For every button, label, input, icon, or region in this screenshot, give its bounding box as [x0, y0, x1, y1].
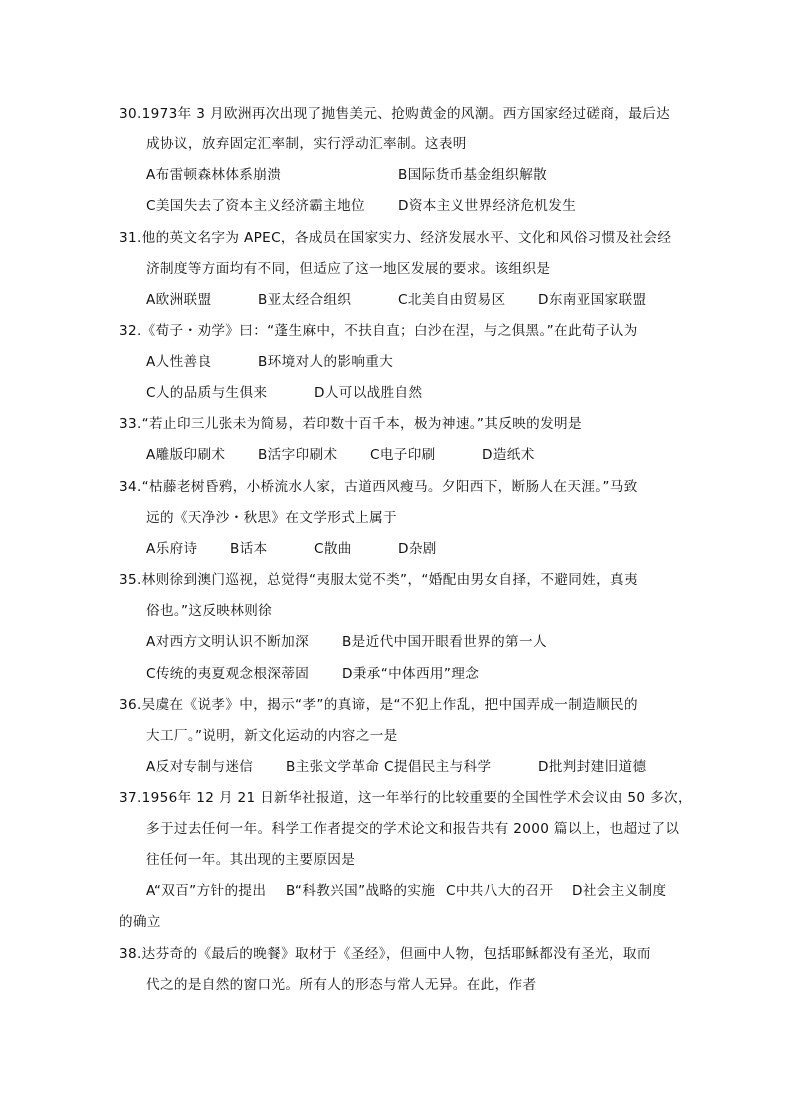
- question-31-option-c: C北美自由贸易区: [398, 292, 506, 308]
- question-35-option-a: A对西方文明认识不断加深: [146, 634, 310, 650]
- question-37-stem-line-1: 37.1956年 12 月 21 日新华社报道，这一年举行的比较重要的全国性学术会议由 50 多次，: [119, 790, 692, 806]
- question-36-option-a: A反对专制与迷信: [146, 759, 254, 775]
- question-36-option-b: B主张文学革命: [286, 759, 380, 775]
- question-34-option-c: C散曲: [314, 541, 352, 557]
- question-35-option-d: D秉承“中体西用”理念: [342, 666, 480, 682]
- question-30-option-c: C美国失去了资本主义经济霸主地位: [146, 198, 365, 214]
- question-31-option-b: B亚太经合组织: [258, 292, 352, 308]
- question-35-stem-line-1: 35.林则徐到澳门巡视，总觉得“夷服太觉不类”，“婚配由男女自择，不避同姓，真夷: [119, 572, 638, 588]
- question-31-option-d: D东南亚国家联盟: [538, 292, 647, 308]
- question-36-option-c: C提倡民主与科学: [384, 759, 492, 775]
- question-33-option-a: A雕版印刷术: [146, 447, 226, 463]
- question-37-stem-line-2: 多于过去任何一年。科学工作者提交的学术论文和报告共有 2000 篇以上，也超过了以: [146, 821, 680, 837]
- question-37-option-b: B“科教兴国”战略的实施: [286, 883, 436, 899]
- question-37-stem-line-3: 往任何一年。其出现的主要原因是: [146, 852, 356, 868]
- question-37-option-d: D社会主义制度: [572, 883, 667, 899]
- question-36-stem-line-2: 大工厂。”说明，新文化运动的内容之一是: [146, 728, 398, 744]
- question-34-option-d: D杂剧: [398, 541, 437, 557]
- question-35-option-b: B是近代中国开眼看世界的第一人: [342, 634, 547, 650]
- question-36-stem-line-1: 36.吴虞在《说孝》中，揭示“孝”的真谛，是“不犯上作乱，把中国弄成一制造顺民的: [119, 697, 638, 713]
- question-33-stem-line-1: 33.“若止印三儿张未为简易，若印数十百千本，极为神速。”其反映的发明是: [119, 416, 582, 432]
- question-33-option-d: D造纸术: [482, 447, 535, 463]
- question-31-stem-line-2: 济制度等方面均有不同，但适应了这一地区发展的要求。该组织是: [146, 261, 551, 277]
- question-37-option-c: C中共八大的召开: [446, 883, 554, 899]
- question-34-option-a: A乐府诗: [146, 541, 198, 557]
- question-30-option-b: B国际货币基金组织解散: [398, 167, 548, 183]
- question-38-stem-line-2: 代之的是自然的窗口光。所有人的形态与常人无异。在此，作者: [146, 977, 537, 993]
- question-34-option-b: B话本: [230, 541, 268, 557]
- question-32-option-d: D人可以战胜自然: [314, 385, 423, 401]
- question-32-option-b: B环境对人的影响重大: [258, 354, 394, 370]
- question-38-stem-line-1: 38.达芬奇的《最后的晚餐》取材于《圣经》，但画中人物，包括耶稣都没有圣光，取而: [119, 946, 651, 962]
- question-32-stem-line-1: 32.《荀子・劝学》曰：“蓬生麻中，不扶自直；白沙在涅，与之俱黑。”在此荀子认为: [119, 323, 638, 339]
- question-30-stem-line-2: 成协议，放弃固定汇率制，实行浮动汇率制。这表明: [146, 136, 467, 152]
- question-37-option-a: A“双百”方针的提出: [146, 883, 267, 899]
- question-34-stem-line-1: 34.“枯藤老树昏鸦，小桥流水人家，古道西风瘦马。夕阳西下，断肠人在天涯。”马致: [119, 479, 638, 495]
- question-31-option-a: A欧洲联盟: [146, 292, 212, 308]
- question-30-stem-line-1: 30.1973年 3 月欧洲再次出现了抛售美元、抢购黄金的风潮。西方国家经过磋商，最后达: [119, 106, 671, 122]
- question-33-option-c: C电子印刷: [370, 447, 436, 463]
- question-36-option-d: D批判封建旧道德: [538, 759, 647, 775]
- question-33-option-b: B活字印刷术: [258, 447, 338, 463]
- question-34-stem-line-2: 远的《天净沙・秋思》在文学形式上属于: [146, 510, 397, 526]
- question-32-option-a: A人性善良: [146, 354, 212, 370]
- question-30-option-a: A布雷顿森林体系崩溃: [146, 167, 282, 183]
- question-31-stem-line-1: 31.他的英文名字为 APEC，各成员在国家实力、经济发展水平、文化和风俗习惯及社会经: [119, 230, 672, 246]
- question-30-option-d: D资本主义世界经济危机发生: [398, 198, 577, 214]
- question-32-option-c: C人的品质与生俱来: [146, 385, 268, 401]
- question-35-stem-line-2: 俗也。”这反映林则徐: [146, 603, 273, 619]
- question-37-option-d-continued: 的确立: [119, 914, 161, 930]
- question-35-option-c: C传统的夷夏观念根深蒂固: [146, 666, 310, 682]
